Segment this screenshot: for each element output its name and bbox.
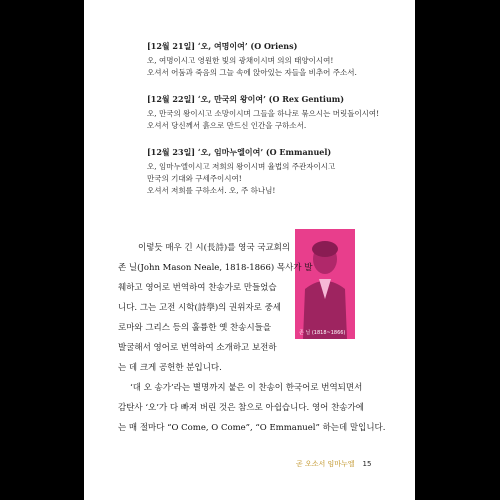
body-line: 감탄사 ‘오’가 다 빠져 버린 것은 참으로 아쉽습니다. 영어 찬송가에 bbox=[118, 403, 364, 413]
photo-caption: 존 닐 (1818~1866) bbox=[299, 330, 346, 336]
portrait-figure bbox=[295, 229, 355, 339]
portrait-photo bbox=[295, 229, 355, 339]
body-line: ‘대 오 송가’라는 별명까지 붙은 이 찬송이 한국어로 번역되면서 bbox=[130, 383, 363, 393]
antiphon-title: [12월 22일] ‘오, 만국의 왕이여’ (O Rex Gentium) bbox=[147, 94, 345, 104]
antiphon-title: [12월 21일] ‘오, 여명이여’ (O Oriens) bbox=[147, 41, 298, 51]
antiphon-title: [12월 23일] ‘오, 임마누엘이여’ (O Emmanuel) bbox=[147, 147, 332, 157]
antiphon-line: 오셔서 당신께서 흙으로 만드신 인간을 구하소서. bbox=[147, 121, 307, 130]
antiphon-block-1 bbox=[147, 40, 407, 79]
body-line: 는 매 절마다 “O Come, O Come”, “O Emmanuel” 하는데 말입니다. bbox=[118, 423, 386, 433]
body-line: 로마와 그리스 등의 훌륭한 옛 찬송시들을 bbox=[118, 323, 272, 333]
page-number: 15 bbox=[362, 460, 372, 468]
running-title: 곧 오소서 임마누엘 bbox=[296, 460, 355, 468]
antiphon-line: 오, 여명이시고 영원한 빛의 광채이시며 의의 태양이시여! bbox=[147, 56, 334, 65]
body-line: 췌하고 영어로 번역하여 찬송가로 만들었습 bbox=[118, 283, 277, 293]
antiphon-block-2 bbox=[147, 93, 407, 132]
antiphon-block-3 bbox=[147, 146, 407, 197]
body-line: 는 데 크게 공헌한 분입니다. bbox=[118, 363, 222, 373]
antiphon-line: 오셔서 저희를 구하소서. 오, 주 하나님! bbox=[147, 186, 276, 195]
body-line: 이렇듯 매우 긴 시(長詩)를 영국 국교회의 bbox=[138, 243, 291, 253]
antiphon-line: 오, 만국의 왕이시고 소망이시며 그들을 하나로 묶으시는 머릿돌이시여! bbox=[147, 109, 380, 118]
page-footer bbox=[296, 459, 371, 469]
antiphon-line: 오, 임마누엘이시고 저희의 왕이시며 율법의 주관자이시고 bbox=[147, 162, 336, 171]
body-line: 니다. 그는 고전 시학(詩學)의 권위자로 중세 bbox=[118, 303, 282, 313]
antiphon-line: 오셔서 어둠과 죽음의 그늘 속에 앉아있는 자들을 비추어 주소서. bbox=[147, 68, 357, 77]
body-line: 존 닐(John Mason Neale, 1818-1866) 목사가 발 bbox=[118, 263, 313, 273]
body-line: 발굴해서 영어로 번역하여 소개하고 보전하 bbox=[118, 343, 277, 353]
antiphon-line: 만국의 기대와 구세주이시여! bbox=[147, 174, 242, 183]
antiphon-section bbox=[147, 40, 407, 211]
